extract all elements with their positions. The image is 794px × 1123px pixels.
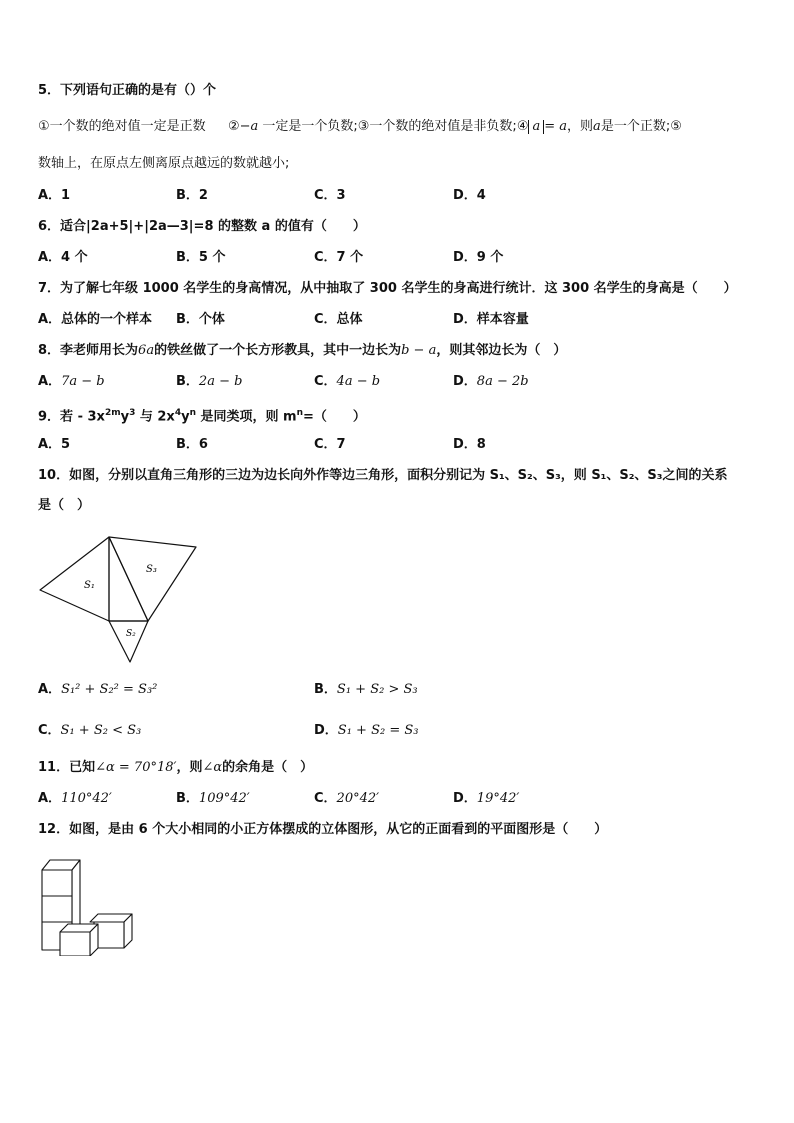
q10-option-a[interactable] xyxy=(38,681,157,699)
q9-part-e: 是同类项，则 m xyxy=(195,409,297,425)
q5-s4-var: a xyxy=(593,119,601,134)
q10-triangle-figure xyxy=(36,532,202,666)
q5-s5: 数轴上，在原点左侧离原点越远的数就越小; xyxy=(38,156,290,171)
q11-option-d-label: D． xyxy=(453,791,477,806)
q8-option-b[interactable] xyxy=(176,373,242,391)
q7-option-c[interactable]: C．总体 xyxy=(314,312,363,327)
q10-option-b-expr: S₁ + S₂ > S₃ xyxy=(336,682,418,697)
q9-sup-2m: 2m xyxy=(104,408,121,418)
q7-option-b[interactable]: B．个体 xyxy=(176,312,225,327)
q11-angle-symbol: ∠α xyxy=(202,760,223,775)
q10-option-a-label: A． xyxy=(38,682,62,697)
q5-statements xyxy=(38,118,682,136)
q8-option-c[interactable] xyxy=(314,373,380,391)
q10-stem-line1: 10．如图，分别以直角三角形的三边为边长向外作等边三角形，面积分别记为 S₁、S₂、S₃，则 S₁、S₂、S₃之间的关系 xyxy=(38,468,728,483)
cube-front-5 xyxy=(60,932,90,956)
q5-option-b[interactable]: B．2 xyxy=(176,188,208,203)
q11-option-d-value: 19°42′ xyxy=(476,791,520,806)
q10-option-d-label: D． xyxy=(314,723,338,738)
q8-stem-part3: ，则其邻边长为（ ） xyxy=(436,343,567,358)
q9-option-b[interactable]: B．6 xyxy=(176,437,208,452)
q8-stem-part1: 8．李老师用长为 xyxy=(38,343,139,358)
q5-option-a[interactable]: A．1 xyxy=(38,188,71,203)
q5-s2-var: −a xyxy=(239,119,259,134)
equilateral-triangle-s1 xyxy=(40,537,109,621)
q11-stem xyxy=(38,759,313,777)
q10-option-a-expr: S₁² + S₂² = S₃² xyxy=(61,682,158,697)
q8-option-b-label: B． xyxy=(176,374,199,389)
q11-option-c[interactable] xyxy=(314,790,379,808)
q11-option-c-value: 20°42′ xyxy=(336,791,380,806)
q6-option-c[interactable]: C．7 个 xyxy=(314,250,364,265)
q12-cube-figure xyxy=(38,852,138,956)
q10-option-b-label: B． xyxy=(314,682,337,697)
q5-option-c[interactable]: C．3 xyxy=(314,188,346,203)
q5-s4-eq: = a xyxy=(544,119,568,134)
q8-stem-part2: 的铁丝做了一个长方形教具，其中一边长为 xyxy=(154,343,402,358)
q9-option-a[interactable]: A．5 xyxy=(38,437,71,452)
q5-s4-then: ，则 xyxy=(567,119,594,134)
q8-var-6a: 6a xyxy=(138,343,155,358)
q8-option-c-label: C． xyxy=(314,374,337,389)
q6-option-a[interactable]: A．4 个 xyxy=(38,250,88,265)
label-s1: S₁ xyxy=(84,580,95,591)
q5-s2-text: 一定是一个负数; xyxy=(262,119,358,134)
cube-front-2 xyxy=(42,896,72,922)
q11-option-b-value: 109°42′ xyxy=(198,791,250,806)
q5-s5-num: ⑤ xyxy=(670,119,682,134)
q11-option-b[interactable] xyxy=(176,790,250,808)
q11-option-a-label: A． xyxy=(38,791,62,806)
q9-sup-n2: n xyxy=(296,408,304,418)
q6-stem: 6．适合|2a+5|+|2a—3|=8 的整数 a 的值有（ ） xyxy=(38,219,366,234)
q8-option-d-expr: 8a − 2b xyxy=(476,374,529,389)
q9-part-f: =（ ） xyxy=(303,409,366,425)
q9-part-c: 与 2x xyxy=(135,409,175,425)
q7-option-a[interactable]: A．总体的一个样本 xyxy=(38,312,153,327)
q8-option-a-label: A． xyxy=(38,374,62,389)
q6-option-b[interactable]: B．5 个 xyxy=(176,250,226,265)
q9-part-d: y xyxy=(181,409,190,425)
equilateral-triangle-s3 xyxy=(109,537,196,621)
q8-option-a-expr: 7a − b xyxy=(61,374,105,389)
q11-option-d[interactable] xyxy=(453,790,519,808)
q8-option-a[interactable] xyxy=(38,373,105,391)
q5-s4-num: ④ xyxy=(516,119,529,134)
q9-option-d[interactable]: D．8 xyxy=(453,437,486,452)
q10-option-c-expr: S₁ + S₂ < S₃ xyxy=(60,723,142,738)
label-s3: S₃ xyxy=(146,564,157,575)
q5-option-d[interactable]: D．4 xyxy=(453,188,486,203)
q5-stem: 5．下列语句正确的是有（）个 xyxy=(38,83,217,98)
q10-option-b[interactable] xyxy=(314,681,418,699)
q8-stem xyxy=(38,342,566,360)
label-s2: S₂ xyxy=(126,629,136,639)
q11-stem-part2: ，则 xyxy=(176,760,203,775)
q11-option-b-label: B． xyxy=(176,791,199,806)
q9-option-c[interactable]: C．7 xyxy=(314,437,346,452)
q8-var-b-minus-a: b − a xyxy=(401,343,437,358)
q10-option-d[interactable] xyxy=(314,722,418,740)
q10-option-d-expr: S₁ + S₂ = S₃ xyxy=(337,723,419,738)
q5-s1: ①一个数的绝对值一定是正数 xyxy=(38,119,206,134)
cube-front-1 xyxy=(42,870,72,896)
q11-option-a-value: 110°42′ xyxy=(61,791,112,806)
q7-option-d[interactable]: D．样本容量 xyxy=(453,312,529,327)
q9-sup-n: n xyxy=(189,408,196,418)
q11-stem-part3: 的余角是（ ） xyxy=(222,760,314,775)
q7-stem: 7．为了解七年级 1000 名学生的身高情况，从中抽取了 300 名学生的身高进行统计．这 300 名学生的身高是（ ） xyxy=(38,281,737,296)
q5-s4-text: 是一个正数; xyxy=(600,119,671,134)
q10-option-c[interactable] xyxy=(38,722,141,740)
q11-option-c-label: C． xyxy=(314,791,337,806)
q5-s3: ③一个数的绝对值是非负数; xyxy=(357,119,517,134)
q8-option-d[interactable] xyxy=(453,373,529,391)
q5-s2-num: ② xyxy=(227,119,240,134)
q8-option-c-expr: 4a − b xyxy=(336,374,381,389)
q9-stem xyxy=(38,404,366,426)
q8-option-d-label: D． xyxy=(453,374,477,389)
q11-angle: ∠α = 70°18′ xyxy=(95,760,177,775)
q9-part-a: 9．若 - 3x xyxy=(38,409,105,425)
q9-sup-4: 4 xyxy=(174,408,182,418)
q12-stem: 12．如图，是由 6 个大小相同的小正方体摆成的立体图形，从它的正面看到的平面图形是（ ） xyxy=(38,822,608,837)
q10-option-c-label: C． xyxy=(38,723,61,738)
q10-stem-line2: 是（ ） xyxy=(38,498,91,513)
equilateral-triangle-s2 xyxy=(109,621,148,662)
q9-sup-3: 3 xyxy=(129,408,136,418)
q9-part-b: y xyxy=(120,409,130,425)
q5-s4-abs: a xyxy=(528,120,544,134)
q11-stem-part1: 11．已知 xyxy=(38,760,96,775)
q8-option-b-expr: 2a − b xyxy=(198,374,243,389)
q6-option-d[interactable]: D．9 个 xyxy=(453,250,504,265)
q11-option-a[interactable] xyxy=(38,790,112,808)
